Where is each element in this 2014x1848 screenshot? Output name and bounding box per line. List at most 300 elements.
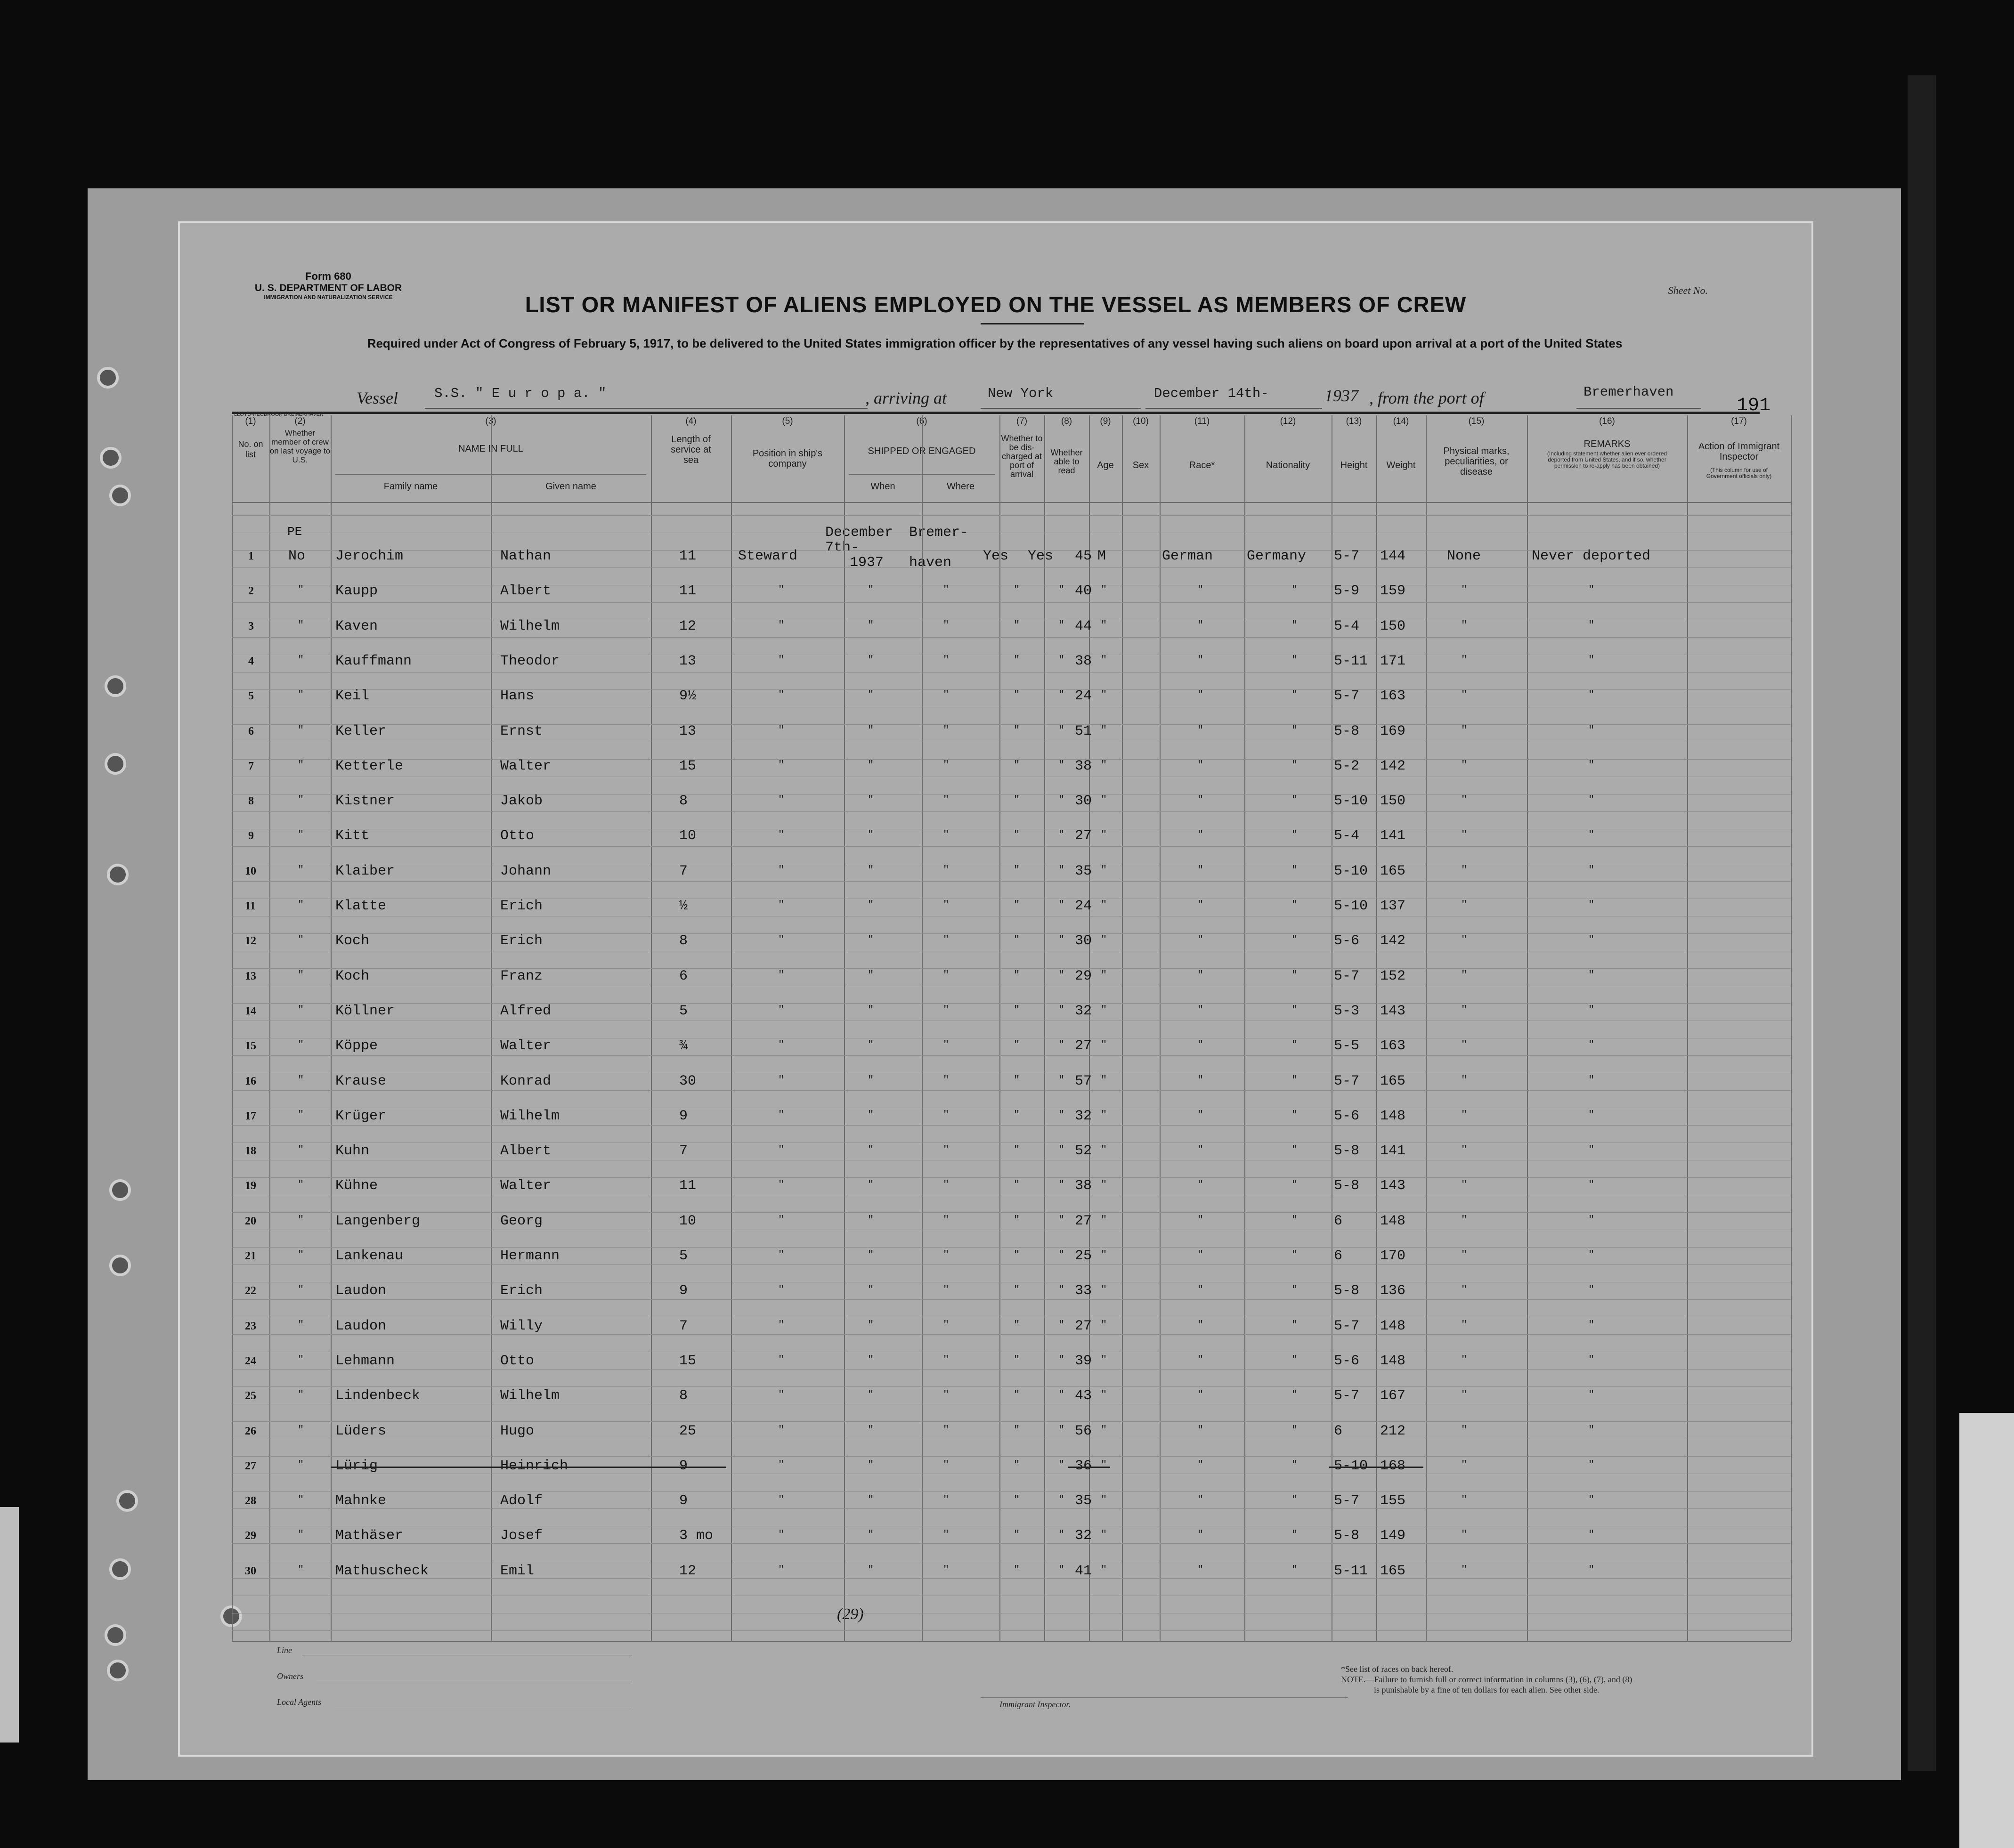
- ditto-mark: ": [1014, 829, 1020, 841]
- age: 27: [1075, 1318, 1092, 1334]
- row-number: 11: [245, 900, 256, 912]
- sex: M: [1097, 548, 1106, 564]
- ditto-mark: ": [1461, 654, 1468, 666]
- ditto-mark: ": [1197, 1389, 1204, 1401]
- given-name: Wilhelm: [500, 618, 560, 634]
- ditto-mark: ": [1197, 1354, 1204, 1366]
- col17-note: (This column for use of Government officials only): [1706, 467, 1772, 479]
- ditto-mark: ": [1058, 1529, 1065, 1541]
- service-length: 30: [679, 1073, 697, 1089]
- given-name: Jakob: [500, 793, 543, 810]
- weight: 143: [1380, 1178, 1406, 1194]
- ditto-mark: ": [868, 1144, 874, 1156]
- ruled-line: [232, 689, 1791, 690]
- ditto-mark: ": [778, 1389, 785, 1401]
- ruled-line: [232, 968, 1791, 969]
- height: 5-8: [1334, 723, 1360, 739]
- given-name: Adolf: [500, 1493, 543, 1509]
- col11-number: (11): [1194, 416, 1210, 426]
- ruled-line: [232, 1630, 1791, 1631]
- ditto-mark: ": [778, 1529, 785, 1541]
- row-number: 17: [245, 1110, 256, 1122]
- ditto-mark: ": [778, 724, 785, 736]
- department-name: U. S. DEPARTMENT OF LABOR: [254, 283, 402, 293]
- age: 35: [1075, 1493, 1092, 1509]
- col8-header: Whether able to read: [1050, 448, 1083, 475]
- ditto-mark: ": [1461, 584, 1468, 596]
- ditto-mark: ": [1014, 759, 1020, 771]
- punch-hole: [107, 864, 129, 885]
- ditto-mark: ": [1058, 1319, 1065, 1331]
- age: 35: [1075, 863, 1092, 879]
- given-name: Nathan: [500, 548, 552, 564]
- col7-header: Whether to be dis-charged at port of arrival: [1001, 434, 1043, 479]
- weight: 148: [1380, 1213, 1406, 1229]
- ditto-mark: ": [943, 1284, 950, 1296]
- ditto-mark: ": [943, 759, 950, 771]
- ditto-mark: ": [1588, 1389, 1595, 1401]
- ditto-mark: ": [1058, 1109, 1065, 1121]
- ditto-mark: ": [1058, 899, 1065, 911]
- weight: 163: [1380, 688, 1406, 705]
- ditto-mark: ": [1014, 584, 1020, 596]
- ditto-mark: ": [1014, 1039, 1020, 1051]
- ditto-mark: ": [943, 584, 950, 596]
- col5-number: (5): [782, 416, 793, 426]
- family-name: Langenberg: [335, 1213, 421, 1229]
- punch-hole: [220, 1605, 242, 1627]
- col13-header: Height: [1340, 460, 1368, 470]
- read-value: Yes: [1028, 548, 1054, 564]
- ditto-mark: ": [1101, 619, 1107, 631]
- given-name: Otto: [500, 828, 535, 844]
- age: 45: [1075, 548, 1092, 564]
- ditto-mark: ": [1101, 1354, 1107, 1366]
- service-length: 5: [679, 1003, 688, 1019]
- ditto-mark: ": [298, 689, 304, 701]
- ditto-mark: ": [298, 1319, 304, 1331]
- given-name: Walter: [500, 758, 552, 774]
- header-rule: [232, 412, 1760, 414]
- ditto-mark: ": [298, 1144, 304, 1156]
- arrival-underline: [981, 408, 1141, 409]
- ditto-mark: ": [778, 1004, 785, 1016]
- ruled-line: [232, 1125, 1791, 1126]
- shipped-where-line2: haven: [909, 555, 952, 571]
- ditto-mark: ": [868, 1284, 874, 1296]
- ditto-mark: ": [1291, 899, 1298, 911]
- ditto-mark: ": [778, 934, 785, 946]
- ditto-mark: ": [778, 1214, 785, 1226]
- family-name: Köppe: [335, 1038, 378, 1054]
- ditto-mark: ": [1058, 759, 1065, 771]
- ditto-mark: ": [1197, 1494, 1204, 1506]
- col11-header: Race*: [1189, 460, 1215, 470]
- ditto-mark: ": [1588, 1004, 1595, 1016]
- service-length: 7: [679, 1143, 688, 1159]
- ditto-mark: ": [1461, 829, 1468, 841]
- ruled-line: [232, 1578, 1791, 1579]
- table-column-rule: [269, 415, 270, 1641]
- ditto-mark: ": [1461, 1249, 1468, 1261]
- ditto-mark: ": [868, 1424, 874, 1436]
- ditto-mark: ": [778, 654, 785, 666]
- ditto-mark: ": [1014, 1319, 1020, 1331]
- ditto-mark: ": [1197, 654, 1204, 666]
- ditto-mark: ": [1014, 1109, 1020, 1121]
- weight: 168: [1380, 1458, 1406, 1474]
- shipped-where-line1: Bremer-: [909, 525, 969, 541]
- ruled-line: [232, 1264, 1791, 1265]
- age: 51: [1075, 723, 1092, 739]
- ditto-mark: ": [1014, 654, 1020, 666]
- ditto-mark: ": [943, 934, 950, 946]
- ditto-mark: ": [1197, 1144, 1204, 1156]
- year-value: 1937: [1324, 386, 1358, 405]
- ditto-mark: ": [1197, 969, 1204, 981]
- ditto-mark: ": [868, 864, 874, 876]
- ruled-line: [232, 881, 1791, 882]
- service-name: IMMIGRATION AND NATURALIZATION SERVICE: [264, 294, 393, 300]
- family-name: Kitt: [335, 828, 370, 844]
- family-name: Jerochim: [335, 548, 404, 564]
- ditto-mark: ": [1014, 1424, 1020, 1436]
- col6-number: (6): [916, 416, 927, 426]
- table-column-rule: [1044, 415, 1045, 1641]
- ditto-mark: ": [1291, 1004, 1298, 1016]
- height: 5-7: [1334, 1493, 1360, 1509]
- ditto-mark: ": [868, 1529, 874, 1541]
- discharged-value: Yes: [983, 548, 1009, 564]
- col9-header: Age: [1097, 460, 1114, 470]
- weight: 150: [1380, 793, 1406, 810]
- row-number: 13: [245, 970, 256, 982]
- ditto-mark: ": [868, 654, 874, 666]
- height: 5-6: [1334, 1108, 1360, 1124]
- age: 32: [1075, 1108, 1092, 1124]
- height: 6: [1334, 1213, 1343, 1229]
- shipped-when-line1: December: [825, 525, 893, 541]
- ditto-mark: ": [1588, 1424, 1595, 1436]
- ditto-mark: ": [298, 1004, 304, 1016]
- ditto-mark: ": [943, 1354, 950, 1366]
- ruled-line: [232, 1508, 1791, 1509]
- ditto-mark: ": [943, 1529, 950, 1541]
- weight: 152: [1380, 968, 1406, 984]
- given-name: Ernst: [500, 723, 543, 739]
- ditto-mark: ": [1101, 969, 1107, 981]
- ditto-mark: ": [868, 1214, 874, 1226]
- ditto-mark: ": [1588, 619, 1595, 631]
- given-name: Albert: [500, 1143, 552, 1159]
- ditto-mark: ": [1291, 1074, 1298, 1086]
- service-length: 9½: [679, 688, 697, 705]
- service-length: 25: [679, 1423, 697, 1439]
- ditto-mark: ": [1588, 1319, 1595, 1331]
- from-port-label: , from the port of: [1369, 389, 1484, 407]
- punch-hole: [105, 1624, 126, 1646]
- service-length: 8: [679, 933, 688, 949]
- ditto-mark: ": [1014, 1389, 1020, 1401]
- ditto-mark: ": [1291, 654, 1298, 666]
- ditto-mark: ": [1101, 1179, 1107, 1191]
- row-number: 12: [245, 935, 256, 948]
- height: 5-7: [1334, 1318, 1360, 1334]
- punch-hole: [109, 1558, 131, 1580]
- given-name: Franz: [500, 968, 543, 984]
- service-length: 11: [679, 583, 697, 600]
- height: 5-10: [1334, 793, 1368, 810]
- service-length: 9: [679, 1283, 688, 1299]
- scan-edge-right: [1959, 1413, 2014, 1848]
- ditto-mark: ": [778, 794, 785, 806]
- family-name: Lehmann: [335, 1353, 395, 1369]
- weight: 167: [1380, 1388, 1406, 1404]
- ditto-mark: ": [943, 1389, 950, 1401]
- ditto-mark: ": [1588, 1074, 1595, 1086]
- ditto-mark: ": [1014, 864, 1020, 876]
- height: 5-10: [1334, 863, 1368, 879]
- age: 38: [1075, 758, 1092, 774]
- ditto-mark: ": [1588, 934, 1595, 946]
- ruled-line: [232, 1055, 1791, 1056]
- service-length: 10: [679, 828, 697, 844]
- weight: 159: [1380, 583, 1406, 600]
- ditto-mark: ": [1058, 689, 1065, 701]
- ditto-mark: ": [1588, 1179, 1595, 1191]
- title-rule: [981, 323, 1084, 324]
- ditto-mark: ": [1058, 1424, 1065, 1436]
- given-name: Wilhelm: [500, 1108, 560, 1124]
- row-number: 15: [245, 1040, 256, 1053]
- ditto-mark: ": [1291, 1179, 1298, 1191]
- service-length: 12: [679, 618, 697, 634]
- header-bottom-rule: [232, 502, 1791, 503]
- nationality: Germany: [1247, 548, 1307, 564]
- family-name: Kistner: [335, 793, 395, 810]
- ditto-mark: ": [1014, 1074, 1020, 1086]
- ditto-mark: ": [778, 1039, 785, 1051]
- table-column-rule: [331, 415, 332, 1641]
- ditto-mark: ": [1014, 1494, 1020, 1506]
- age: 40: [1075, 583, 1092, 600]
- service-length: 15: [679, 758, 697, 774]
- family-name: Kühne: [335, 1178, 378, 1194]
- ditto-mark: ": [1461, 1354, 1468, 1366]
- table-column-rule: [922, 415, 923, 1641]
- age: 32: [1075, 1528, 1092, 1544]
- age: 52: [1075, 1143, 1092, 1159]
- table-bottom-rule: [232, 1641, 1791, 1642]
- ditto-mark: ": [1101, 1214, 1107, 1226]
- remarks: Never deported: [1532, 548, 1651, 564]
- ditto-mark: ": [868, 794, 874, 806]
- age: 56: [1075, 1423, 1092, 1439]
- col9-number: (9): [1100, 416, 1111, 426]
- ditto-mark: ": [1014, 1144, 1020, 1156]
- ditto-mark: ": [298, 969, 304, 981]
- service-length: 11: [679, 1178, 697, 1194]
- ditto-mark: ": [1101, 1424, 1107, 1436]
- ditto-mark: ": [1101, 1459, 1107, 1471]
- footer-note-races: *See list of races on back hereof.: [1341, 1664, 1454, 1674]
- table-column-rule: [1089, 415, 1090, 1641]
- ditto-mark: ": [1588, 829, 1595, 841]
- ditto-mark: ": [1197, 1424, 1204, 1436]
- ditto-mark: ": [1588, 1459, 1595, 1471]
- weight: 165: [1380, 1563, 1406, 1579]
- height: 5-8: [1334, 1528, 1360, 1544]
- ditto-mark: ": [943, 689, 950, 701]
- weight: 163: [1380, 1038, 1406, 1054]
- ditto-mark: ": [868, 689, 874, 701]
- column-headers: [232, 415, 1780, 502]
- col8-number: (8): [1061, 416, 1072, 426]
- ditto-mark: ": [1291, 1459, 1298, 1471]
- weight: 143: [1380, 1003, 1406, 1019]
- ruled-line: [232, 1543, 1791, 1544]
- ditto-mark: ": [868, 1564, 874, 1576]
- age: 38: [1075, 653, 1092, 669]
- row-number: 9: [248, 830, 254, 843]
- ditto-mark: ": [298, 1074, 304, 1086]
- ditto-mark: ": [943, 1074, 950, 1086]
- table-column-rule: [232, 415, 233, 1641]
- race: German: [1162, 548, 1213, 564]
- ditto-mark: ": [943, 724, 950, 736]
- ditto-mark: ": [1461, 1424, 1468, 1436]
- form-number: Form 680: [305, 270, 351, 282]
- col16-number: (16): [1599, 416, 1615, 426]
- col7-number: (7): [1016, 416, 1028, 426]
- ditto-mark: ": [778, 1249, 785, 1261]
- ditto-mark: ": [1291, 1424, 1298, 1436]
- ditto-mark: ": [778, 1179, 785, 1191]
- ditto-mark: ": [1197, 1319, 1204, 1331]
- service-length: 8: [679, 1388, 688, 1404]
- height: 5-11: [1334, 1563, 1368, 1579]
- given-name: Otto: [500, 1353, 535, 1369]
- punch-hole: [105, 753, 126, 775]
- family-name: Kauffmann: [335, 653, 412, 669]
- height: 5-6: [1334, 1353, 1360, 1369]
- ditto-mark: ": [1014, 969, 1020, 981]
- table-column-rule: [1376, 415, 1377, 1641]
- ditto-mark: ": [868, 584, 874, 596]
- ditto-mark: ": [1291, 934, 1298, 946]
- ditto-mark: ": [1058, 654, 1065, 666]
- ditto-mark: ": [298, 1494, 304, 1506]
- pe-mark: PE: [287, 525, 302, 539]
- ditto-mark: ": [868, 1074, 874, 1086]
- row-number: 24: [245, 1354, 256, 1367]
- ruled-line: [232, 672, 1791, 673]
- table-column-rule: [1527, 415, 1528, 1641]
- ditto-mark: ": [1014, 1459, 1020, 1471]
- age: 33: [1075, 1283, 1092, 1299]
- ditto-mark: ": [778, 1284, 785, 1296]
- ruled-line: [232, 724, 1791, 725]
- service-length: 3 mo: [679, 1528, 714, 1544]
- height: 5-8: [1334, 1143, 1360, 1159]
- ditto-mark: ": [1461, 1494, 1468, 1506]
- ditto-mark: ": [943, 654, 950, 666]
- col4-number: (4): [685, 416, 697, 426]
- ditto-mark: ": [943, 1424, 950, 1436]
- height: 5-4: [1334, 618, 1360, 634]
- given-name: Albert: [500, 583, 552, 600]
- weight: 136: [1380, 1283, 1406, 1299]
- age: 44: [1075, 618, 1092, 634]
- ditto-mark: ": [1058, 724, 1065, 736]
- family-name: Laudon: [335, 1318, 387, 1334]
- ditto-mark: ": [778, 1319, 785, 1331]
- ditto-mark: ": [1291, 1354, 1298, 1366]
- arriving-label: , arriving at: [865, 389, 947, 407]
- ditto-mark: ": [1058, 1564, 1065, 1576]
- ditto-mark: ": [298, 1284, 304, 1296]
- ditto-mark: ": [1058, 1074, 1065, 1086]
- ditto-mark: ": [943, 1494, 950, 1506]
- ditto-mark: ": [298, 759, 304, 771]
- col1-number: (1): [245, 416, 256, 426]
- given-name: Hermann: [500, 1248, 560, 1264]
- height: 5-7: [1334, 1388, 1360, 1404]
- weight: 212: [1380, 1423, 1406, 1439]
- ditto-mark: ": [868, 1179, 874, 1191]
- row-number: 27: [245, 1459, 256, 1472]
- ditto-mark: ": [778, 1564, 785, 1576]
- punch-hole: [107, 1660, 129, 1681]
- age: 27: [1075, 1213, 1092, 1229]
- ruled-line: [232, 846, 1791, 847]
- ditto-mark: ": [1197, 1074, 1204, 1086]
- table-column-rule: [731, 415, 732, 1641]
- family-name: Klatte: [335, 898, 387, 914]
- ditto-mark: ": [943, 1564, 950, 1576]
- ditto-mark: ": [298, 864, 304, 876]
- table-column-rule: [1426, 415, 1427, 1641]
- ditto-mark: ": [868, 899, 874, 911]
- ditto-mark: ": [1058, 1144, 1065, 1156]
- ruled-line: [232, 759, 1791, 760]
- ditto-mark: ": [1291, 1214, 1298, 1226]
- family-name: Koch: [335, 968, 370, 984]
- ditto-mark: ": [943, 1459, 950, 1471]
- ditto-mark: ": [943, 864, 950, 876]
- ditto-mark: ": [1197, 1249, 1204, 1261]
- ditto-mark: ": [298, 829, 304, 841]
- ditto-mark: ": [1461, 759, 1468, 771]
- ditto-mark: ": [1588, 759, 1595, 771]
- ditto-mark: ": [1101, 1564, 1107, 1576]
- ditto-mark: ": [1101, 689, 1107, 701]
- ditto-mark: ": [868, 934, 874, 946]
- ditto-mark: ": [1461, 1459, 1468, 1471]
- footer-note-fine-cont: is punishable by a fine of ten dollars for each alien. See other side.: [1374, 1685, 1600, 1694]
- ruled-line: [232, 567, 1791, 568]
- ditto-mark: ": [1461, 619, 1468, 631]
- col6-when-header: When: [870, 481, 895, 492]
- ditto-mark: ": [943, 794, 950, 806]
- ditto-mark: ": [1461, 1389, 1468, 1401]
- col16-header: REMARKS: [1584, 439, 1631, 449]
- ditto-mark: ": [1101, 724, 1107, 736]
- ditto-mark: ": [1197, 1004, 1204, 1016]
- physical-marks: None: [1447, 548, 1481, 564]
- ditto-mark: ": [1291, 1284, 1298, 1296]
- ditto-mark: ": [1197, 829, 1204, 841]
